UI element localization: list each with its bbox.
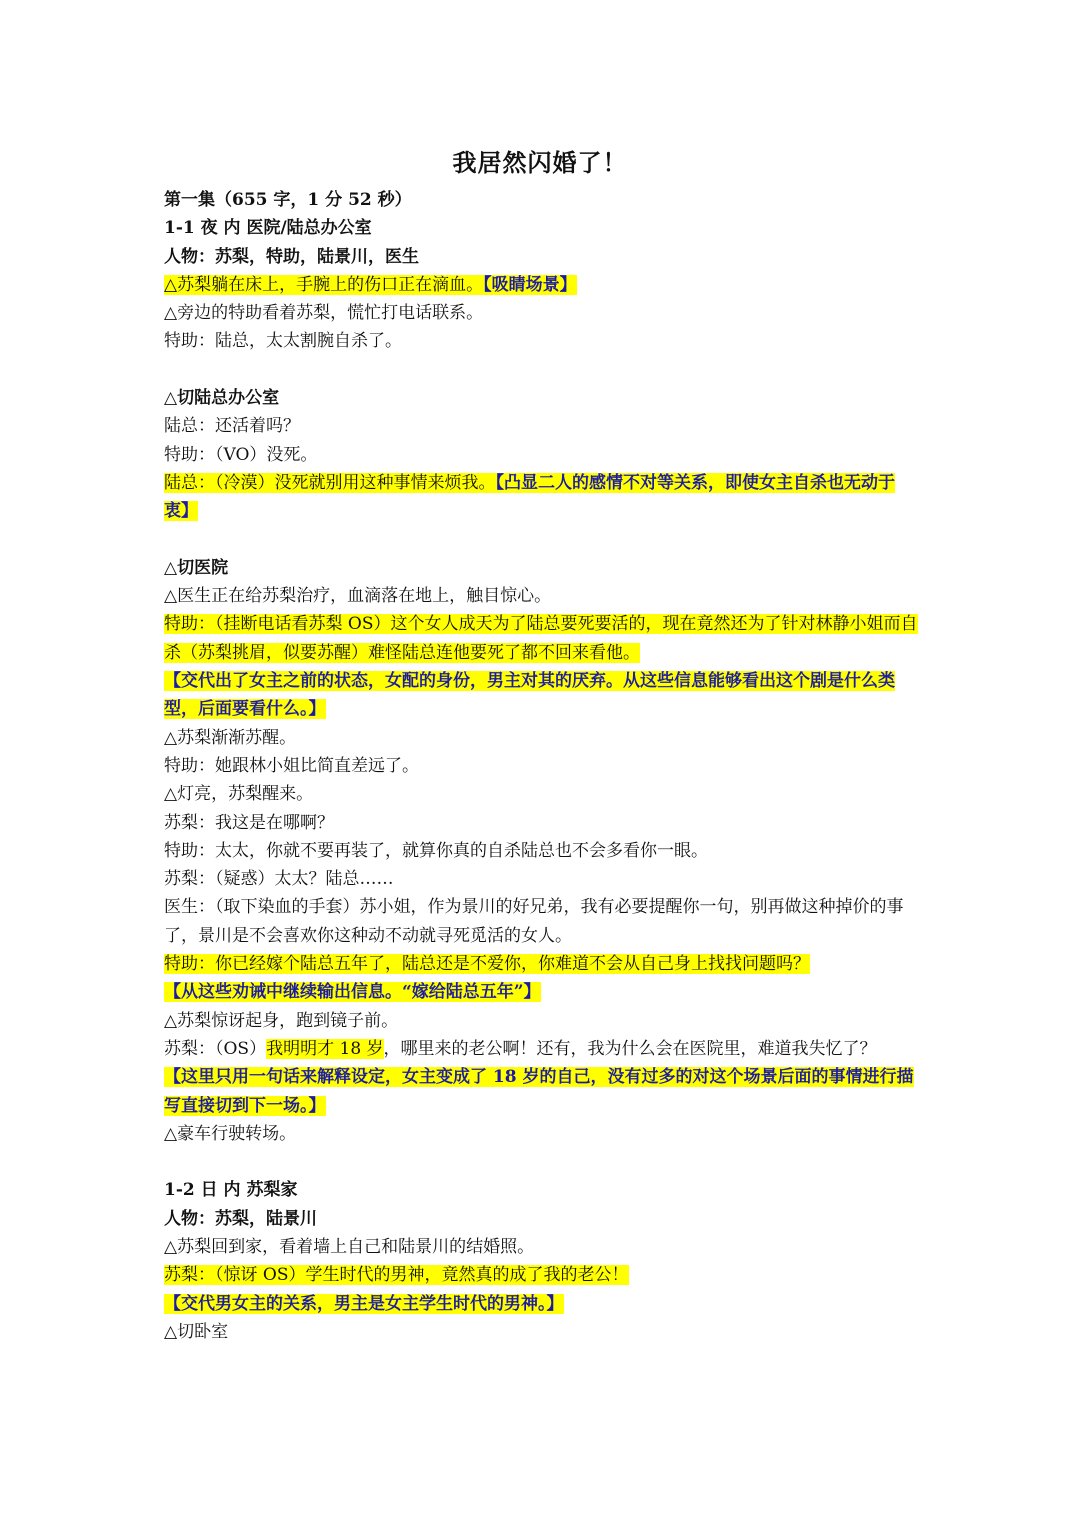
dialogue-line (164, 610, 920, 667)
dialogue-line: 苏梨：（OS）我明明才 18 岁，哪里来的老公啊！还有，我为什么会在医院里，难道我失忆了？ (164, 1038, 877, 1059)
highlighted-text: 特助：（挂断电话看苏梨 OS）这个女人成天为了陆总要死要活的，现在竟然还为了针对林静小姐而自杀（苏梨挑眉，似要苏醒）难怪陆总连他要死了都不回来看他。 (164, 614, 918, 663)
document-title: 我居然闪婚了！ (452, 148, 628, 177)
annotation-line (164, 978, 920, 1006)
dialogue-line: 苏梨：（疑惑）太太？陆总…… (164, 869, 394, 890)
highlighted-text: 特助：你已经嫁个陆总五年了，陆总还是不爱你，你难道不会从自己身上找找问题吗？ (164, 954, 810, 975)
highlighted-text: 陆总：（冷漠）没死就别用这种事情来烦我。【凸显二人的感情不对等关系，即使女主自杀也无动于衷】 (164, 472, 895, 522)
script-body (164, 186, 920, 1346)
action-line: △苏梨回到家，看着墙上自己和陆景川的结婚照。 (164, 1236, 535, 1257)
blank-line (164, 356, 920, 384)
dialogue-line: 特助：太太，你就不要再装了，就算你真的自杀陆总也不会多看你一眼。 (164, 840, 708, 861)
dialogue-line (164, 469, 920, 526)
annotation-note: 【这里只用一句话来解释设定，女主变成了 18 岁的自己，没有过多的对这个场景后面的事情进行描写直接切到下一场。】 (164, 1067, 914, 1116)
dialogue-line: 特助：陆总，太太割腕自杀了。 (164, 331, 402, 352)
annotation-note: 【交代出了女主之前的状态，女配的身份，男主对其的厌弃。从这些信息能够看出这个剧是什么类型，后面要看什么。】 (164, 671, 895, 720)
action-line: △苏梨渐渐苏醒。 (164, 727, 297, 748)
dialogue-line: 特助：她跟林小姐比简直差远了。 (164, 755, 419, 776)
character-list: 人物：苏梨，陆景川 (164, 1208, 317, 1229)
annotation-line (164, 1290, 920, 1318)
annotation-line (164, 667, 920, 724)
highlighted-text: 苏梨：（惊讶 OS）学生时代的男神，竟然真的成了我的老公！ (164, 1265, 629, 1286)
annotation-note: 【凸显二人的感情不对等关系，即使女主自杀也无动于衷】 (164, 472, 895, 522)
annotation-note: 【吸睛场景】 (483, 274, 577, 295)
cut-direction: △切陆总办公室 (164, 388, 280, 409)
action-line: △旁边的特助看着苏梨，慌忙打电话联系。 (164, 303, 484, 324)
cut-direction: △切医院 (164, 557, 229, 578)
scene-heading: 1-1 夜 内 医院/陆总办公室 (164, 218, 372, 239)
action-line: △豪车行驶转场。 (164, 1123, 297, 1144)
dialogue-line: 苏梨：我这是在哪啊？ (164, 812, 334, 833)
character-list: 人物：苏梨，特助，陆景川，医生 (164, 246, 419, 267)
annotation-note: 【交代男女主的关系，男主是女主学生时代的男神。】 (164, 1293, 564, 1314)
scene-heading: 1-2 日 内 苏梨家 (164, 1180, 298, 1201)
action-line: △医生正在给苏梨治疗，血滴落在地上，触目惊心。 (164, 586, 552, 607)
blank-line (164, 526, 920, 554)
action-line (164, 271, 920, 299)
dialogue-line: 医生：（取下染血的手套）苏小姐，作为景川的好兄弟，我有必要提醒你一句，别再做这种掉价的事了，景川是不会喜欢你这种动不动就寻死觅活的女人。 (164, 897, 904, 946)
cut-direction: △切卧室 (164, 1321, 229, 1342)
action-line: △灯亮，苏梨醒来。 (164, 784, 314, 805)
dialogue-line (164, 1261, 920, 1289)
action-line: △苏梨惊讶起身，跑到镜子前。 (164, 1010, 399, 1031)
annotation-note: 【从这些劝诫中继续输出信息。“嫁给陆总五年”】 (164, 982, 541, 1003)
dialogue-line: 陆总：还活着吗？ (164, 416, 300, 437)
annotation-line (164, 1063, 920, 1120)
blank-line (164, 1148, 920, 1176)
dialogue-line: 特助：（VO）没死。 (164, 444, 318, 465)
dialogue-line (164, 950, 920, 978)
highlighted-text: △苏梨躺在床上，手腕上的伤口正在滴血。【吸睛场景】 (164, 274, 577, 295)
episode-header: 第一集（655 字，1 分 52 秒） (164, 190, 412, 210)
highlighted-text: 我明明才 18 岁 (266, 1038, 384, 1059)
